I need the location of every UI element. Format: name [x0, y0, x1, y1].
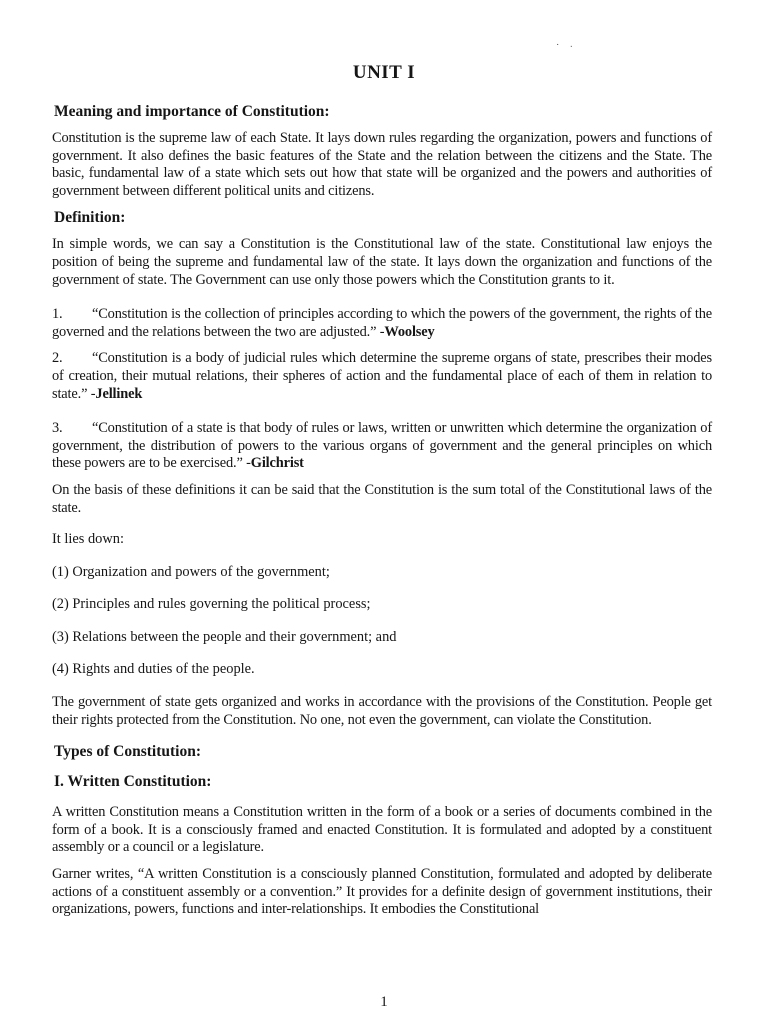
definition-number: 1. — [52, 306, 63, 323]
scan-speck: ˙ ˑ — [556, 43, 577, 54]
meaning-heading: Meaning and importance of Constitution: — [54, 103, 330, 120]
definition-item-1 — [52, 306, 712, 341]
basis-paragraph: On the basis of these definitions it can be said that the Constitution is the sum total of the Constitutional laws of the state. — [52, 481, 712, 516]
lies-down-text: It lies down: — [52, 531, 124, 548]
page-content — [52, 103, 712, 930]
definition-quote: “Constitution of a state is that body of rules or laws, written or unwritten which determine the organization of government, the distribution of powers to the various organs of government and the general principles on which these powers are to be exercised.” - — [52, 420, 712, 472]
page-number: 1 — [380, 994, 388, 1010]
government-paragraph: The government of state gets organized and works in accordance with the provisions of the Constitution. People get their rights protected from the Constitution. No one, not even the government, can violate the Constitution. — [52, 694, 712, 728]
definition-author: Jellinek — [95, 385, 143, 402]
definition-paragraph: In simple words, we can say a Constitution is the Constitutional law of the state. Constitutional law enjoys the position of being the supreme and fundamental law of the state. It lays down the organization and functions of the government of state. The Government can use only those powers which the Constitution grants to it. — [52, 236, 712, 288]
definition-number: 3. — [52, 420, 63, 437]
written-heading: I. Written Constitution: — [54, 773, 212, 791]
definition-item-3 — [52, 420, 712, 473]
types-heading: Types of Constitution: — [54, 743, 201, 761]
definition-heading: Definition: — [54, 209, 126, 227]
garner-paragraph: Garner writes, “A written Constitution is a consciously planned Constitution, formulated and adopted by deliberate actions of a constituent assembly or a convention.” It provides for a definite design of government institutions, their organizations, powers, functions and inter-relationships. It embodies the Constitutional — [52, 866, 712, 918]
page-title: UNIT I — [352, 62, 416, 83]
definition-quote: “Constitution is a body of judicial rules which determine the supreme organs of state, prescribes their modes of creation, their mutual relations, their spheres of action and the fundamental place of each of them in relation to state.” - — [52, 350, 712, 402]
list-item: (2) Principles and rules governing the political process; — [52, 596, 371, 613]
list-item: (1) Organization and powers of the government; — [52, 563, 330, 580]
list-item: (3) Relations between the people and their government; and — [52, 628, 397, 645]
list-item: (4) Rights and duties of the people. — [52, 661, 255, 678]
definition-number: 2. — [52, 350, 63, 367]
definition-author: Gilchrist — [250, 455, 304, 472]
written-paragraph: A written Constitution means a Constitution written in the form of a book or a series of documents combined in the form of a book. It is a consciously framed and enacted Constitution. It is formulated and adopted by a constituent assembly or a council or a legislature. — [52, 804, 712, 856]
meaning-paragraph: Constitution is the supreme law of each State. It lays down rules regarding the organization, powers and functions of government. It also defines the basic features of the State and the relation between the citizens and the State. The basic, fundamental law of a state which sets out how that state will be organized and the powers and authorities of government between different political units and citizens. — [52, 130, 712, 199]
definition-author: Woolsey — [384, 323, 435, 340]
definition-quote: “Constitution is the collection of principles according to which the powers of the government, the rights of the governed and the relations between the two are adjusted.” - — [52, 306, 712, 340]
definition-item-2 — [52, 350, 712, 403]
